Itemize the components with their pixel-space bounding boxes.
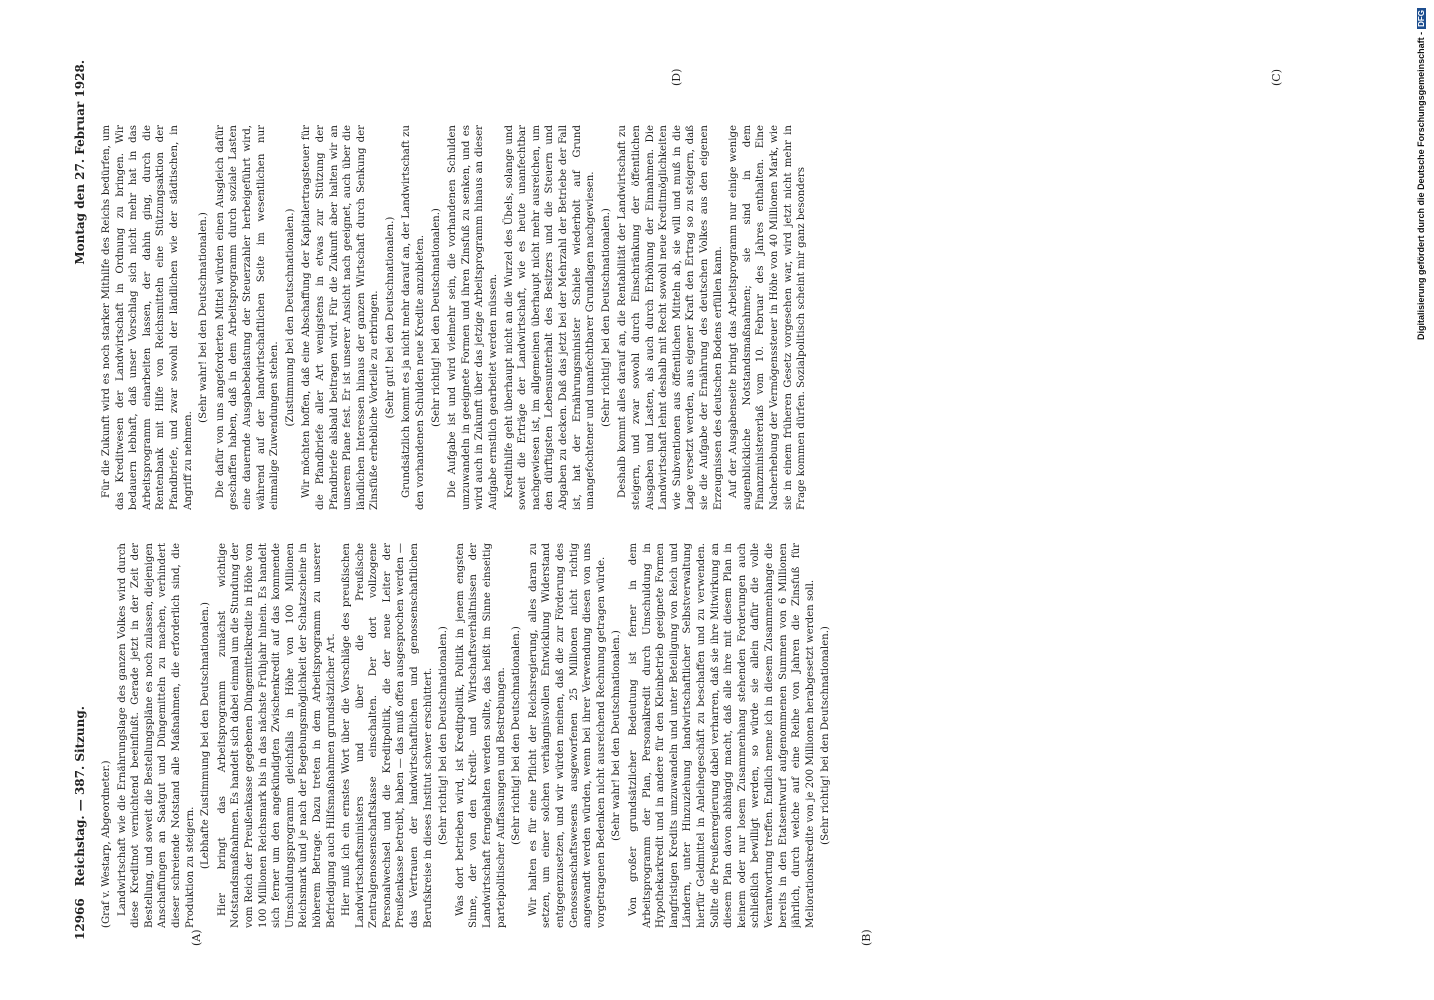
paragraph: Von großer grundsätzlicher Bedeutung ist ferner in dem Arbeitsprogramm der Plan, Personalkredit durch Umschuldung in Hypothekarkredit und in andere für den Kleinbetrieb geeignete Formen langfristigen Kredits umzuwandeln und unter Beteiligung von Reich und Ländern, unter Hinzuziehung landwirtschaftlicher Selbstverwaltung hierfür Geldmittel in Anleihegeschäft zu beschaffen und zu verwenden. Sollte die Preußenregierung dabei verharren, daß sie ihre Mitwirkung an diesem Plan davon abhängig macht, daß alle ihre mit diesem Plan in keinem oder nur losem Zusammenhang stehenden Forderungen auch schließlich bewilligt werden, so würde sie allein dafür die volle Verantwortung treffen. Endlich nenne ich in diesem Zusammenhange die bereits in den Etatsentwurf aufgenommenen Summen von 6 Millionen jährlich, durch welche auf eine Reihe von Jahren die Zinsfuß für Meliorationskredite von je 200 Millionen herabgesetzt werden soll. [627, 543, 816, 928]
page-number: 12966 [73, 898, 87, 940]
margin-letter-c: (C) [1270, 69, 1283, 86]
reaction: (Sehr richtig! bei den Deutschnationalen.) [511, 626, 523, 845]
right-text-column [100, 125, 1350, 510]
dfg-logo: DFG [1416, 10, 1426, 27]
reaction: (Sehr wahr! bei den Deutschnationalen.) [198, 212, 210, 423]
left-text-column [100, 543, 1350, 928]
session-title: Reichstag. — 387. Sitzung. [73, 706, 87, 887]
reaction: (Lebhafte Zustimmung bei den Deutschnationalen.) [200, 601, 212, 870]
paragraph: Wir halten es für eine Pflicht der Reichsregierung, alles daran zu setzen, um einer solchen verhängnisvollen Entwicklung Widerstand entgegenzusetzen, und wir würden meinen, daß die zur Förderung des Genossenschaftswesens ausgeworfenen 25 Millionen nicht richtig angewandt werden würden, wenn bei ihrer Verwendung diesen von uns vorgetragenen Bedenken nicht ausreichend Rechnung getragen würde. [527, 543, 607, 928]
paragraph: Kredithilfe geht überhaupt nicht an die Wurzel des Übels, solange und soweit die Erträge der Landwirtschaft, wie es heute unanfechtbar nachgewiesen ist, im allgemeinen überhaupt nicht mehr ausreichen, um den dürftigsten Lebensunterhalt des Besitzers und die Steuern und Abgaben zu decken. Daß das jetzt bei der Mehrzahl der Betriebe der Fall ist, hat der Ernährungsminister Schiele wiederholt auf Grund unangefochtener und unanfechtbarer Grundlagen nachgewiesen. [503, 125, 597, 510]
speaker-line: (Graf v. Westarp, Abgeordneter.) [101, 760, 112, 928]
session-date: Montag den 27. Februar 1928. [73, 60, 87, 265]
paragraph: Die dafür von uns angeforderten Mittel würden einen Ausgleich dafür geschaffen haben, daß in dem Arbeitsprogramm durch soziale Lasten eine dauernde Ausgabebelastung der Steuerzahler herbeigeführt wird, während auf der landwirtschaftlichen Seite im wesentlichen nur einmalige Zuwendungen stehen. [214, 125, 281, 510]
reaction: (Sehr richtig! bei den Deutschnationalen.) [820, 626, 832, 845]
reaction: (Sehr wahr! bei den Deutschnationalen.) [611, 630, 623, 841]
paragraph: Deshalb kommt alles darauf an, die Rentabilität der Landwirtschaft zu steigern, und zwar sowohl durch Einschränkung der öffentlichen Ausgaben und Lasten, als auch durch Erhöhung der Einnahmen. Die Landwirtschaft lehnt deshalb mit Recht sowohl neue Kreditmöglichkeiten wie Subventionen aus öffentlichen Mitteln ab, sie will und muß in die Lage versetzt werden, aus eigener Kraft den Ertrag so zu steigern, daß sie die Aufgabe der Ernährung des deutschen Volkes aus den eigenen Erzeugnissen des deutschen Bodens erfüllen kann. [617, 125, 724, 510]
digitization-notice [1412, 8, 1430, 388]
margin-letter-d: (D) [670, 68, 683, 86]
paragraph: Was dort betrieben wird, ist Kreditpolitik, Politik in jenem engsten Sinne, der von den Kredit- und Wirtschaftsverhältnissen der Landwirtschaft ferngehalten werden sollte, das heißt im Sinne einseitig parteipolitischer Auffassungen und Bestrebungen. [454, 543, 507, 928]
reaction: (Zustimmung bei den Deutschnationalen.) [284, 208, 296, 427]
reaction: (Sehr richtig! bei den Deutschnationalen.) [438, 626, 450, 845]
paragraph: Auf der Ausgabenseite bringt das Arbeitsprogramm nur einige wenige augenblickliche Notstandsmaßnahmen; sie sind in dem Finanzministererlaß vom 10. Februar des Jahres enthalten. Eine Nacherhebung der Vermögenssteuer in Höhe von 40 Millionen Mark, wie sie in einem früheren Gesetz vorgesehen war, wird jetzt nicht mehr in Frage kommen dürfen. Sozialpolitisch scheint mir ganz besonders [728, 125, 808, 510]
rotated-document-page [70, 60, 1370, 946]
reaction: (Sehr gut! bei den Deutschnationalen.) [384, 216, 396, 419]
digitization-notice-text: Digitalisierung gefördert durch die Deutsche Forschungsgemeinschaft - [1416, 31, 1426, 340]
paragraph: Wir möchten hoffen, daß eine Abschaffung der Kapitalertragsteuer für die Pfandbriefe aller Art wenigstens in etwas zur Stützung der Pfandbriefe alsbald beitragen wird. Für die Zukunft aber halten wir an unserem Plane fest. Er ist unserer Ansicht nach geeignet, auch über die ländlichen Interessen hinaus der ganzen Wirtschaft durch Senkung der Zinsfüße erhebliche Vorteile zu erbringen. [301, 125, 381, 510]
paragraph: Hier muß ich ein ernstes Wort über die Vorschläge des preußischen Landwirtschaftsministers und über die Preußische Zentralgenossenschaftskasse einschalten. Der dort vollzogene Personalwechsel und die Kreditpolitik, die der neue Leiter der Preußenkasse betreibt, haben — das muß offen ausgesprochen werden — das Vertrauen der landwirtschaftlichen und genossenschaftlichen Berufskreise in dieses Institut schwer erschüttert. [341, 543, 434, 928]
margin-letter-a: (A) [190, 929, 203, 946]
page-header [70, 60, 90, 940]
paragraph: Die Aufgabe ist und wird vielmehr sein, die vorhandenen Schulden umzuwandeln in geeignete Formen und ihren Zinsfuß zu senken, und es wird auch in Zukunft über das jetzige Arbeitsprogramm hinaus an dieser Aufgabe ernstlich gearbeitet werden müssen. [447, 125, 500, 510]
margin-letter-b: (B) [860, 929, 873, 946]
paragraph: Landwirtschaft wie die Ernährungslage des ganzen Volkes wird durch diese Kreditnot vernichtend beeinflußt. Gerade jetzt in der Zeit der Bestellung, und soweit die Bestellungspläne es noch zulassen, diejenigen Anschaffungen an Saatgut und Düngemitteln zu machen, verhindert dieser schreiende Notstand alle Maßnahmen, die erforderlich sind, die Produktion zu steigern. [116, 543, 196, 928]
reaction: (Sehr richtig! bei den Deutschnationalen.) [600, 208, 612, 427]
reaction: (Sehr richtig! bei den Deutschnationalen.) [430, 208, 442, 427]
paragraph: Grundsätzlich kommt es ja nicht mehr darauf an, der Landwirtschaft zu den vorhandenen Schulden neue Kredite anzubieten. [401, 125, 427, 510]
paragraph: Für die Zukunft wird es noch starker Mithilfe des Reichs bedürfen, um das Kreditwesen der Landwirtschaft in Ordnung zu bringen. Wir bedauern lebhaft, daß unser Vorschlag sich nicht mehr hat in das Arbeitsprogramm einarbeiten lassen, der dahin ging, durch die Rentenbank mit Hilfe von Reichsmitteln eine Stützungsaktion der Pfandbriefe, und zwar sowohl der ländlichen wie der städtischen, in Angriff zu nehmen. [101, 125, 194, 510]
paragraph: Hier bringt das Arbeitsprogramm zunächst wichtige Notstandsmaßnahmen. Es handelt sich dabei einmal um die Stundung der vom Reich der Preußenkasse gegebenen Düngemittelkredite in Höhe von 100 Millionen Reichsmark bis in das nächste Frühjahr hinein. Es handelt sich ferner um den angekündigten Zwischenkredit auf das kommende Umschuldungsprogramm gleichfalls in Höhe von 100 Millionen Reichsmark und je nach der Begebungsmöglichkeit der Schatzscheine in höherem Betrage. Dazu treten in dem Arbeitsprogramm zu unserer Befriedigung auch Hilfsmaßnahmen grundsätzlicher Art. [216, 543, 337, 928]
